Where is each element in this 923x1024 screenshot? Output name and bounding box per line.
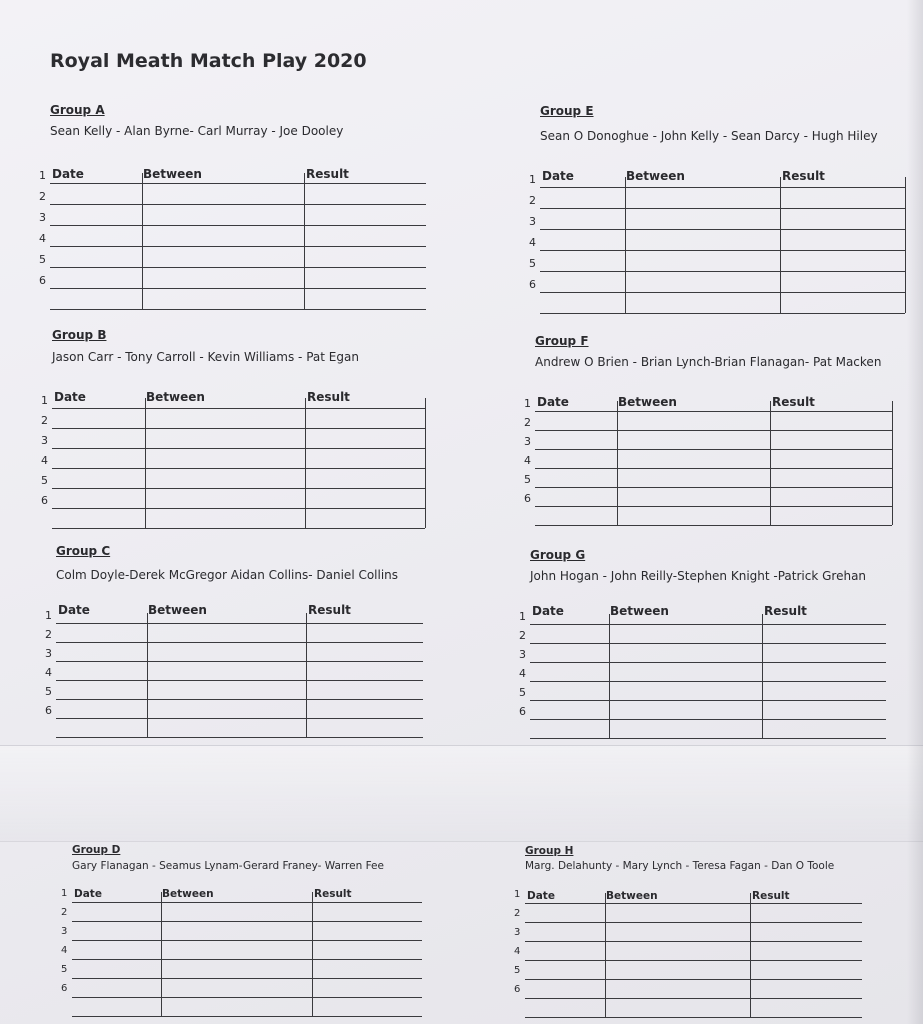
row-number: 1 bbox=[45, 609, 52, 622]
entry-line[interactable] bbox=[56, 699, 423, 700]
group-d-section bbox=[61, 844, 422, 1022]
row-number: 6 bbox=[519, 705, 526, 718]
entry-line[interactable] bbox=[56, 661, 423, 662]
entry-line[interactable] bbox=[535, 468, 892, 469]
group-d-title: Group D bbox=[72, 844, 121, 856]
row-number: 3 bbox=[529, 215, 536, 228]
group-c-players: Colm Doyle-Derek McGregor Aidan Collins- Daniel Collins bbox=[56, 568, 399, 582]
row-number: 5 bbox=[45, 685, 52, 698]
row-number: 6 bbox=[39, 274, 46, 287]
entry-line[interactable] bbox=[525, 998, 862, 999]
entry-line[interactable] bbox=[52, 488, 425, 489]
between-header: Between bbox=[162, 888, 214, 900]
entry-line[interactable] bbox=[72, 921, 422, 922]
between-header: Between bbox=[146, 390, 205, 404]
between-header: Between bbox=[143, 167, 202, 181]
column-divider bbox=[425, 398, 426, 528]
entry-line[interactable] bbox=[540, 292, 905, 293]
group-f-section bbox=[524, 334, 892, 531]
row-number: 1 bbox=[39, 169, 46, 182]
entry-line[interactable] bbox=[530, 643, 886, 644]
row-number: 6 bbox=[41, 494, 48, 507]
entry-line[interactable] bbox=[530, 624, 886, 625]
paper-shadow bbox=[907, 0, 923, 1024]
entry-line[interactable] bbox=[535, 449, 892, 450]
entry-line[interactable] bbox=[52, 428, 425, 429]
entry-line[interactable] bbox=[50, 225, 426, 226]
group-a-title: Group A bbox=[50, 103, 105, 117]
group-b-title: Group B bbox=[52, 328, 107, 342]
row-number: 4 bbox=[529, 236, 536, 249]
entry-line[interactable] bbox=[56, 737, 423, 738]
group-c-title: Group C bbox=[56, 544, 111, 558]
entry-line[interactable] bbox=[540, 187, 905, 188]
row-number: 1 bbox=[524, 397, 531, 410]
entry-line[interactable] bbox=[50, 246, 426, 247]
entry-line[interactable] bbox=[525, 903, 862, 904]
group-b-players: Jason Carr - Tony Carroll - Kevin Williams - Pat Egan bbox=[52, 350, 359, 364]
column-divider bbox=[892, 401, 893, 525]
row-number: 2 bbox=[61, 907, 68, 918]
entry-line[interactable] bbox=[540, 271, 905, 272]
row-number: 4 bbox=[514, 946, 521, 957]
row-number: 2 bbox=[524, 416, 531, 429]
group-c-section bbox=[45, 544, 423, 743]
row-number: 4 bbox=[39, 232, 46, 245]
row-number: 1 bbox=[61, 888, 68, 899]
entry-line[interactable] bbox=[535, 525, 892, 526]
group-a-section bbox=[39, 103, 426, 315]
row-number: 2 bbox=[39, 190, 46, 203]
row-number: 3 bbox=[61, 926, 68, 937]
result-header: Result bbox=[752, 890, 790, 902]
entry-line[interactable] bbox=[52, 508, 425, 509]
group-a-players: Sean Kelly - Alan Byrne- Carl Murray - Joe Dooley bbox=[50, 124, 344, 138]
entry-line[interactable] bbox=[540, 250, 905, 251]
date-header: Date bbox=[542, 169, 574, 183]
page-title: Royal Meath Match Play 2020 bbox=[50, 50, 367, 72]
entry-line[interactable] bbox=[72, 902, 422, 903]
row-number: 5 bbox=[524, 473, 531, 486]
group-h-title: Group H bbox=[525, 845, 574, 857]
entry-line[interactable] bbox=[52, 448, 425, 449]
row-number: 5 bbox=[519, 686, 526, 699]
row-number: 4 bbox=[61, 945, 68, 956]
row-number: 2 bbox=[519, 629, 526, 642]
group-h-players: Marg. Delahunty - Mary Lynch - Teresa Fagan - Dan O Toole bbox=[525, 860, 835, 872]
row-number: 6 bbox=[524, 492, 531, 505]
entry-line[interactable] bbox=[72, 978, 422, 979]
entry-line[interactable] bbox=[525, 979, 862, 980]
entry-line[interactable] bbox=[525, 960, 862, 961]
entry-line[interactable] bbox=[535, 411, 892, 412]
row-number: 5 bbox=[39, 253, 46, 266]
result-header: Result bbox=[314, 888, 352, 900]
group-g-title: Group G bbox=[530, 548, 586, 562]
row-number: 3 bbox=[41, 434, 48, 447]
entry-line[interactable] bbox=[52, 468, 425, 469]
entry-line[interactable] bbox=[540, 313, 905, 314]
row-number: 3 bbox=[45, 647, 52, 660]
row-number: 2 bbox=[514, 908, 521, 919]
entry-line[interactable] bbox=[525, 1017, 862, 1018]
paper-fold bbox=[0, 745, 923, 842]
group-g-section bbox=[519, 548, 886, 744]
entry-line[interactable] bbox=[56, 718, 423, 719]
group-g-players: John Hogan - John Reilly-Stephen Knight -Patrick Grehan bbox=[530, 569, 867, 583]
date-header: Date bbox=[52, 167, 84, 181]
entry-line[interactable] bbox=[525, 922, 862, 923]
result-header: Result bbox=[764, 604, 807, 618]
entry-line[interactable] bbox=[530, 738, 886, 739]
entry-line[interactable] bbox=[535, 487, 892, 488]
entry-line[interactable] bbox=[530, 700, 886, 701]
result-header: Result bbox=[782, 169, 825, 183]
date-header: Date bbox=[532, 604, 564, 618]
entry-line[interactable] bbox=[52, 528, 425, 529]
entry-line[interactable] bbox=[56, 642, 423, 643]
row-number: 4 bbox=[519, 667, 526, 680]
group-h-section bbox=[514, 845, 862, 1023]
entry-line[interactable] bbox=[540, 208, 905, 209]
entry-line[interactable] bbox=[50, 183, 426, 184]
row-number: 5 bbox=[41, 474, 48, 487]
entry-line[interactable] bbox=[56, 623, 423, 624]
entry-line[interactable] bbox=[540, 229, 905, 230]
entry-line[interactable] bbox=[72, 997, 422, 998]
entry-line[interactable] bbox=[50, 309, 426, 310]
row-number: 2 bbox=[529, 194, 536, 207]
result-header: Result bbox=[306, 167, 349, 181]
entry-line[interactable] bbox=[50, 267, 426, 268]
between-header: Between bbox=[610, 604, 669, 618]
column-divider bbox=[905, 177, 906, 313]
result-header: Result bbox=[308, 603, 351, 617]
entry-line[interactable] bbox=[535, 506, 892, 507]
entry-line[interactable] bbox=[535, 430, 892, 431]
row-number: 1 bbox=[514, 889, 521, 900]
result-header: Result bbox=[307, 390, 350, 404]
row-number: 5 bbox=[61, 964, 68, 975]
between-header: Between bbox=[618, 395, 677, 409]
entry-line[interactable] bbox=[50, 204, 426, 205]
between-header: Between bbox=[626, 169, 685, 183]
result-header: Result bbox=[772, 395, 815, 409]
between-header: Between bbox=[148, 603, 207, 617]
row-number: 3 bbox=[39, 211, 46, 224]
entry-line[interactable] bbox=[530, 719, 886, 720]
entry-line[interactable] bbox=[525, 941, 862, 942]
between-header: Between bbox=[606, 890, 658, 902]
row-number: 4 bbox=[524, 454, 531, 467]
row-number: 5 bbox=[514, 965, 521, 976]
row-number: 3 bbox=[524, 435, 531, 448]
row-number: 2 bbox=[41, 414, 48, 427]
row-number: 6 bbox=[514, 984, 521, 995]
row-number: 4 bbox=[45, 666, 52, 679]
row-number: 5 bbox=[529, 257, 536, 270]
date-header: Date bbox=[74, 888, 102, 900]
date-header: Date bbox=[537, 395, 569, 409]
entry-line[interactable] bbox=[72, 940, 422, 941]
row-number: 6 bbox=[529, 278, 536, 291]
row-number: 3 bbox=[519, 648, 526, 661]
entry-line[interactable] bbox=[530, 681, 886, 682]
row-number: 1 bbox=[41, 394, 48, 407]
date-header: Date bbox=[527, 890, 555, 902]
entry-line[interactable] bbox=[52, 408, 425, 409]
row-number: 2 bbox=[45, 628, 52, 641]
entry-line[interactable] bbox=[72, 1016, 422, 1017]
row-number: 3 bbox=[514, 927, 521, 938]
group-f-players: Andrew O Brien - Brian Lynch-Brian Flanagan- Pat Macken bbox=[535, 355, 882, 369]
entry-line[interactable] bbox=[50, 288, 426, 289]
group-e-section bbox=[529, 104, 905, 319]
date-header: Date bbox=[54, 390, 86, 404]
group-b-section bbox=[41, 328, 425, 534]
entry-line[interactable] bbox=[56, 680, 423, 681]
group-e-title: Group E bbox=[540, 104, 594, 118]
entry-line[interactable] bbox=[72, 959, 422, 960]
row-number: 1 bbox=[519, 610, 526, 623]
row-number: 4 bbox=[41, 454, 48, 467]
group-f-title: Group F bbox=[535, 334, 589, 348]
row-number: 6 bbox=[45, 704, 52, 717]
group-d-players: Gary Flanagan - Seamus Lynam-Gerard Franey- Warren Fee bbox=[72, 860, 384, 872]
row-number: 1 bbox=[529, 173, 536, 186]
entry-line[interactable] bbox=[530, 662, 886, 663]
group-e-players: Sean O Donoghue - John Kelly - Sean Darcy - Hugh Hiley bbox=[540, 129, 878, 143]
date-header: Date bbox=[58, 603, 90, 617]
row-number: 6 bbox=[61, 983, 68, 994]
